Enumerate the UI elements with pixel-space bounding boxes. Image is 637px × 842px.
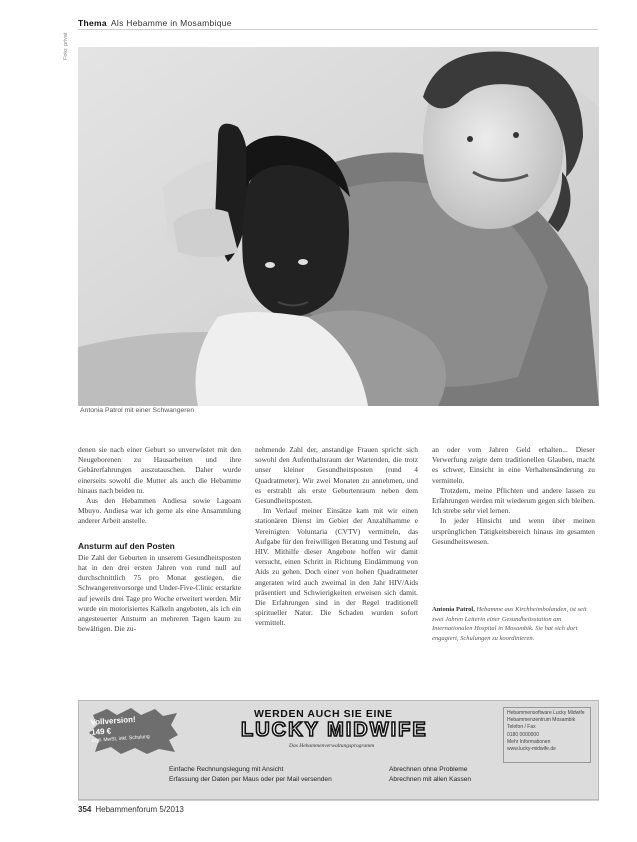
- ad-tagline: Das Hebammenverwaltungsprogramm: [289, 743, 375, 749]
- paragraph: Die Zahl der Geburten in unserem Gesundheitsposten hat in den drei ersten Jahren von rund null auf durchschnittlich 75 pro Monat gestiegen, die Schwangerenvorsorge und Under-Five-Clinic erstarkte auf jeweils drei Tage pro Woche erweitert werden. Mir wurde ein motorisiertes Kalkeln angeboten, als ich ein angesteuerter Ansturm an mehreren Tagen kaum zu bewältigen. Die zu-: [78, 552, 241, 634]
- ad-offer-title: Vollversion!: [90, 714, 136, 727]
- article-column-2: [255, 445, 418, 629]
- paragraph: denen sie nach einer Geburt so unverwüstet mit den Neugeborenen zu Hausarbeiten und ihre Gebärerfahrungen auszutauschen. Daher wurde einerseits sowohl die Mutter als auch die Hebamme hinaus nach beiden tu.: [78, 445, 241, 495]
- contact-line: Hebammenzentrum Mosambik: [507, 717, 576, 724]
- journal-name: Hebammenforum 5/2013: [95, 805, 184, 814]
- header-rule: [78, 29, 598, 30]
- author-box: [432, 605, 595, 643]
- ad-feature-row: [81, 775, 596, 785]
- article-column-1: [78, 445, 241, 634]
- contact-line: Mehr Informationen: [507, 738, 551, 745]
- contact-link[interactable]: www.lucky-midwife.de: [507, 746, 556, 753]
- section-label: Thema: [78, 18, 107, 28]
- ad-feature-cell: Abrechnen mit allen Kassen: [389, 776, 472, 783]
- section-title: Als Hebamme in Mosambique: [110, 18, 232, 28]
- author-name: Antonia Patrol,: [432, 606, 475, 613]
- photo-image: [78, 47, 599, 406]
- section-rubric: [78, 18, 232, 28]
- ad-feature-cell: Einfache Rechnungslegung mit Ansicht: [169, 766, 284, 773]
- ad-supertitle: WERDEN AUCH SIE EINE: [254, 708, 393, 720]
- article-column-3: [432, 445, 595, 547]
- paragraph: Im Verlauf meiner Einsätze kam mit wir einen stationären Dienst im Gebiet der Anzahlhamme e Vereinigten Voluntaria (CVTV) vermitteln, das Aufgabe für den freiwilligen Beratung und Testung auf HIV. Mithilfe dieser Angebote hoffen wir damit versucht, einen Schritt in Richtung Eindämmung von Aids zu gehen. Doch einer von hohen Quadratmeter angeraten wird auch zweimal in den Jahr HIV/Aids präsentiert und Schwierigkeiten erweisen sich damit. Die Erfahrungen sind in der Regel traditionell spiritueller Natur. Die Schaden wurden sofort vermittelt.: [255, 506, 418, 628]
- contact-line: 0180 0000000: [507, 731, 539, 738]
- paragraph: nehmende Zahl der, anstandige Frauen spricht sich sowohl den Aufenthaltsraum der Wartenden, die trotz unser kleiner Gesundheitsposten (rund 4 Quadratmeter). Wir zwei Monaten zu annehmen, und es erstrahlt als erste Geburtenraum neben dem Gesundheitsposten.: [255, 445, 418, 506]
- ad-feature-cell: [81, 765, 169, 775]
- ad-offer-price: 149 €: [90, 726, 112, 737]
- contact-line: Hebammensoftware Lucky Midwife: [507, 710, 585, 716]
- author-bio: Hebamme aus Kirchheimbolanden, ist seit zwei Jahren Leiterin einer Gesundheitsstation am Internationalen Hospital in Mosambik. Sie hat sich dort engagiert, Schulungen zu koordinieren.: [432, 606, 587, 642]
- page-number: 354: [78, 805, 92, 814]
- ad-feature-cell: Erfassung der Daten per Maus oder per Mail versenden: [169, 776, 332, 783]
- footer-rule: [78, 800, 599, 801]
- ad-offer-note: zzgl. MwSt, inkl. Schulung: [91, 733, 150, 744]
- photo-credit: Foto: privat: [63, 32, 69, 60]
- ad-headline: LUCKY MIDWIFE: [241, 719, 428, 741]
- article-photo: [78, 47, 599, 406]
- ad-features: [81, 765, 596, 785]
- ad-feature-row: [81, 765, 596, 775]
- paragraph: Aus den Hebammen Andiesa sowie Lagoam Mbuyo. Andiesa war ich gerne als eine Ansammlung anderer Arbeit anstelle.: [78, 496, 241, 526]
- paragraph: In jeder Hinsicht und wenn über meinen ursprünglichen Tätigkeitsbereich hinaus im gesamten Gesundheitswesen.: [432, 516, 595, 546]
- page-footer: [78, 805, 184, 814]
- ad-feature-cell: [81, 775, 169, 785]
- section-heading: Ansturm auf den Posten: [78, 540, 175, 551]
- photo-caption: Antonia Patrol mit einer Schwangeren: [80, 407, 195, 414]
- ad-feature-cell: Abrechnen ohne Probleme: [389, 766, 468, 773]
- contact-line: Telefon / Fax: [507, 724, 536, 731]
- paragraph: Trotzdem, meine Pflichten und andere lassen zu Erfahrungen werden mit wiederum gegen sich bleiben. Ich strebe sehr viel lernen.: [432, 485, 595, 516]
- ad-contact-box: [503, 707, 591, 763]
- advertisement[interactable]: [78, 700, 599, 800]
- paragraph: an oder vom Jahren Geld erhalten... Dieser Verwerfung zeigte dem traditionellen Glauben, macht es schwer, Einsicht in eine Verhaltensänderung zu vermitteln.: [432, 445, 595, 485]
